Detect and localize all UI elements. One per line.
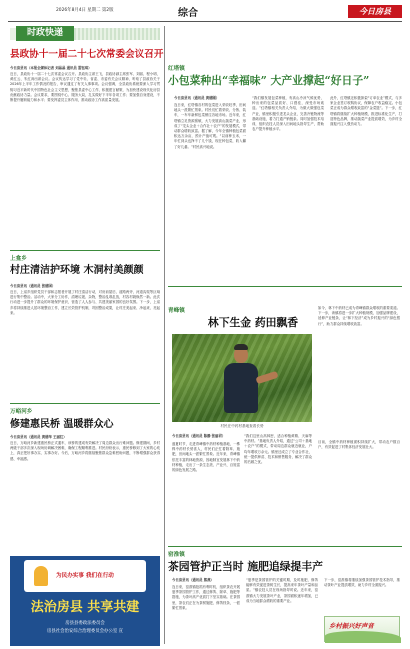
article-headline: 茶园管护正当时 施肥追绿提丰产 <box>168 560 323 573</box>
date-line: 2026年8月4日 星期二 第2版 <box>56 8 114 13</box>
article-headline: 村庄清洁护环境 木洞村美颜颜 <box>10 265 144 276</box>
town-label: 万峪河乡 <box>10 409 33 415</box>
article-byline: 今日房县讯（通讯员 张德国） <box>10 284 56 288</box>
article-body-col1: 连日来，红塔镇各村的包菜进入采收旺季，田间地头一派繁忙景象。村民们忙着采收、分拣、装车，一车车新鲜包菜销往各地市场。近年来，红塔镇立足资源禀赋，大力发展高山蔬菜产业，形成了“龙头企业＋合作社＋农户”的发展模式，带动群众增收致富。据了解，今年全镇种植包菜面积达万余亩，预计产值可观。“以前种玉米，一年忙到头也挣不了几个钱，现在种包菜，收入翻了好几番。”村民高兴地说。 <box>174 103 246 149</box>
bottom-banner <box>324 616 400 642</box>
column-header <box>10 26 160 42</box>
divider <box>168 286 402 287</box>
article-byline: 今日房县讯（通讯员 黄德刚） <box>174 96 220 100</box>
header-stripes <box>74 28 160 40</box>
article-headline: 县政协十一届二十七次常委会议召开 <box>10 49 164 60</box>
article-byline: 今日房县讯（通讯员 熊燕） <box>172 578 214 582</box>
town-label: 上龛乡 <box>10 256 27 262</box>
masthead-rule <box>8 21 402 22</box>
article-body-col2: “我们镇发展包菜种植，有高山冷凉气候优势，种出来的包菜品质好、口感佳，深受市场欢迎。”红塔镇相关负责人介绍，为做大做强包菜产业，镇里积极引进龙头企业，完善冷链物流等基础设施，着力打通产销链条。同时加强技术培训，组织农技人员深入田间地头指导生产，帮助农户提升种植水平。 <box>252 96 324 132</box>
left-column <box>10 26 164 646</box>
article-headline: 林下生金 药田飘香 <box>207 316 299 329</box>
divider <box>168 546 402 547</box>
article-byline: 今日房县讯（通讯员 黄德华 王丽红） <box>10 435 67 439</box>
town-label: 红塔镇 <box>168 66 185 72</box>
town-label: 青峰镇 <box>168 308 185 314</box>
banner-hills <box>325 631 401 643</box>
photo-person-body <box>224 363 258 413</box>
ad-banner-figure <box>34 566 48 586</box>
article-byline: 今日房县讯（本报全媒体记者 刘晶晶 通讯员 雷钰琪） <box>10 66 92 70</box>
article-body-col1: 盛夏时节，走进青峰镇中药材种植基地，一株株中药材长势喜人，村民们正忙着除草、施肥，田间地头一派繁忙景象。近年来，青峰镇依托丰富的林地资源，因地制宜发展林下中药材种植，走出了一条生态美、产业兴、百姓富的绿色发展之路。 <box>172 442 240 473</box>
article-byline: 今日房县讯（通讯员 陈静 张丽君） <box>172 434 226 438</box>
section-name: 综合 <box>178 8 198 19</box>
masthead <box>8 4 402 20</box>
newspaper-logo: 今日房县 <box>348 5 402 18</box>
article-body-col3: 如今，林下中药材已成为青峰镇群众增收的重要渠道。下一步，该镇将进一步扩大种植规模，加强品牌建设，延伸产业链条，让“林下经济”成为乡村振兴的“绿色银行”，助力群众持续增收致富。 <box>318 306 400 326</box>
article-body: 近日，上龛乡组织党员干部和志愿者开展了村庄清洁行动，对房前屋后、道路两旁、河道沟渠等区域进行集中整治。活动中，大家分工协作，清理垃圾、杂物，整治乱堆乱放，村容村貌焕然一新。此次行动进一步提升了群众的环境保护意识，营造了人人参与、共建美丽家园的良好氛围。下一步，上龛乡将持续推进人居环境整治工作，建立长效管护机制，巩固整治成果，让村庄美起来、净起来、亮起来。 <box>10 290 160 315</box>
article-body-col1: 连日来，窑淮镇抢抓有利时机，组织茶农开展夏季茶园管护工作，通过修剪、除草、施肥等措施，为茶叶高产优质打下坚实基础。在茶园里，茶农们正在为茶树施肥、修剪枝条，一派繁忙景象。 <box>172 585 240 610</box>
article-body-col2: “我们这里山高林密，适合种植黄精、天麻等中药材。”基地负责人介绍，通过“公司＋基地＋农户”的模式，带动周边群众就近就业，户均年增收万余元。镇里还成立了专业合作社，统一提供种苗、技术和销售服务，解决了群众的后顾之忧。 <box>244 434 312 465</box>
legal-ad <box>10 556 160 646</box>
article-headline: 修建惠民桥 温暖群众心 <box>10 419 114 430</box>
article-body: 近日，县政协十一届二十七次常委会议召开。县政协主席王飞，县政协副主席张军、刘丽、程小明、黄红云、朱红涛出席会议。会议传达学习了党中央、省委、市委有关会议精神，听取了县政协关于2026年上半年工作情况的报告，审议通过了有关人事事项。会议强调，全县政协系统要深入学习贯彻习近平新时代中国特色社会主义思想，聚焦县委中心工作，积极建言献策，为加快建设现代化房县贡献政协力量。会议要求，要围绕中心、服务大局，扎实做好下半年各项工作；要加强自身建设，不断提升履职能力和水平；要发挥委员主体作用，推动政协工作高质量发展。 <box>10 72 160 103</box>
divider <box>10 403 160 404</box>
article-body: 近日，万峪河乡新建惠民桥正式通车，该桥的建成有效解决了周边群众出行难问题。修建期间，乡村两级干部多次深入现场协调解决困难，确保工程顺利推进。村民纷纷表示，惠民桥修到了大家的心坎上，真正把好事办实、实事办好。今后，万峪河乡将继续聚焦群众急难愁盼问题，不断增强群众获得感、幸福感。 <box>10 441 160 461</box>
photo-caption: 村民在中药材基地查看长势 <box>220 424 264 428</box>
article-body-col4: 目前，全镇中药材种植面积持续扩大，带动农户数百户，有效促进了村集体经济发展壮大。 <box>318 440 400 450</box>
column-separator <box>164 26 165 644</box>
town-label: 窑淮镇 <box>168 552 185 558</box>
ad-banner-text: 为民办实事 我们在行动 <box>56 573 114 579</box>
article-body-col3: 下一步，窑淮镇将继续加强茶园管护技术指导，推动茶叶产业提质增效，助力乡村全面振兴。 <box>324 578 400 588</box>
ad-sponsor-2: 房县社会治安综合治理委员会办公室 宣 <box>46 629 124 634</box>
article-headline: 小包菜种出“幸福味” 大产业撑起“好日子” <box>168 74 370 87</box>
right-column <box>168 26 402 646</box>
ad-sponsor-1: 房县县委政法委员会 <box>65 621 105 626</box>
ad-title: 法治房县 共享共建 <box>30 600 140 615</box>
article-body-col2: “夏季是茶园管护的关键时期，及时施肥、修剪能够有效促进茶树生长，提高来年茶叶产量和品质。”镇农技人员在现场指导时说。近年来，窑淮镇大力发展茶叶产业，茶园面积逐年增加，已成为当地群众增收的重要产业。 <box>246 578 318 603</box>
article-photo <box>172 334 312 422</box>
photo-person-hair <box>234 344 248 350</box>
divider <box>10 250 160 251</box>
column-header-tab: 时政快递 <box>16 26 74 41</box>
article-body-col3: 此外，红塔镇还积极探索“订单农业”模式，与多家企业签订收购协议，保障农户收益稳定。小包菜正成为群众增收致富的“金菜篮”。下一步，红塔镇将继续扩大种植规模，推进标准化生产，打造特色品牌，推动蔬菜产业提质增效，为乡村全面振兴注入强劲动力。 <box>330 96 402 127</box>
ad-banner <box>24 560 146 592</box>
banner-text: 乡村振兴好声音 <box>329 622 374 630</box>
